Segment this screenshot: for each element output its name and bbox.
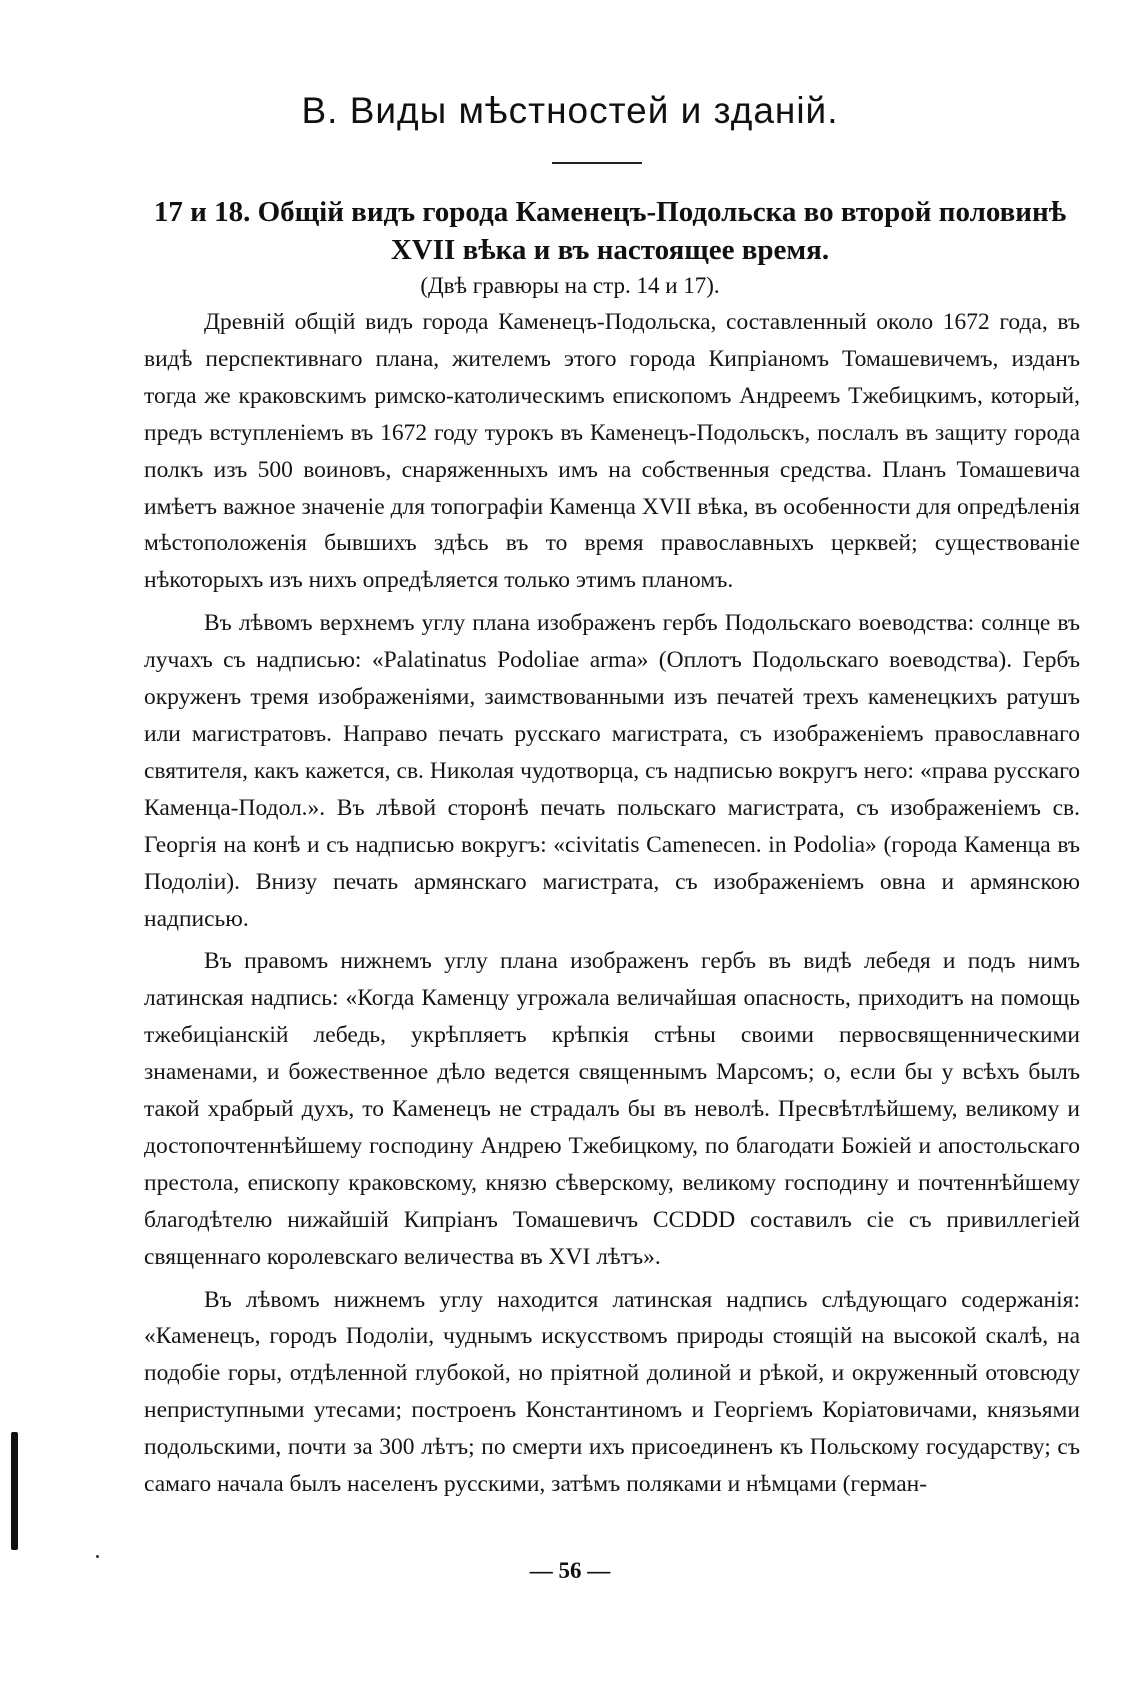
paragraph: Древній общій видъ города Каменецъ-Подольска, составленный около 1672 года, въ видѣ перспективнаго плана, жителемъ этого города Кипріаномъ Томашевичемъ, изданъ тогда же краковскимъ римско-католическимъ епископомъ Андреемъ Тжебицкимъ, который, предъ вступленіемъ въ 1672 году турокъ въ Каменецъ-Подольскъ, послалъ въ защиту города полкъ изъ 500 воиновъ, снаряженныхъ имъ на собственныя средства. Планъ Томашевича имѣетъ важное значеніе для топографіи Каменца XVII вѣка, въ особенности для опредѣленія мѣстоположенія бывшихъ здѣсь въ то время православныхъ церквей; существованіе нѣкоторыхъ изъ нихъ опредѣляется только этимъ планомъ. <box>144 309 1080 594</box>
article-title: 17 и 18. Общій видъ города Каменецъ-Подольска во второй половинѣ XVII вѣка и въ настоящее время. <box>153 196 1067 266</box>
article-subtitle: (Двѣ гравюры на стр. 14 и 17). <box>420 273 720 298</box>
page-number: — 56 — <box>529 1558 611 1583</box>
article-body <box>144 304 1080 1503</box>
paragraph: Въ лѣвомъ нижнемъ углу находится латинская надпись слѣдующаго содержанія: «Каменецъ, городъ Подоліи, чуднымъ искусствомъ природы стоящій на высокой скалѣ, на подобіе горы, отдѣленной глубокой, но пріятной долиной и рѣкой, и окруженный отовсюду неприступными утесами; построенъ Константиномъ и Георгіемъ Коріатовичами, князьями подольскими, почти за 300 лѣтъ; по смерти ихъ присоединенъ къ Польскому государству; съ самаго начала былъ населенъ русскими, затѣмъ поляками и нѣмцами (герман- <box>144 1286 1080 1498</box>
paragraph: Въ правомъ нижнемъ углу плана изображенъ гербъ въ видѣ лебедя и подъ нимъ латинская надпись: «Когда Каменцу угрожала величайшая опасность, приходитъ на помощь тжебиціанскій лебедь, укрѣпляетъ крѣпкія стѣны своими первосвященническими знаменами, и божественное дѣло ведется священнымъ Марсомъ; о, если бы у всѣхъ былъ такой храбрый духъ, то Каменецъ не страдалъ бы въ неволѣ. Пресвѣтлѣйшему, великому и достопочтеннѣйшему господину Андрею Тжебицкому, по благодати Божіей и апостольскаго престола, епископу краковскому, князю сѣверскому, великому господину и почтеннѣйшему благодѣтелю нижайшій Кипріанъ Томашевичъ CCDDD составилъ сіе съ привиллегіей священнаго королевскаго величества въ XVI лѣтъ». <box>144 948 1080 1270</box>
section-heading: В. Виды мѣстностей и зданій. <box>301 90 839 131</box>
heading-rule <box>552 162 642 164</box>
scan-speck <box>96 1555 99 1558</box>
scan-edge-mark <box>11 1432 18 1550</box>
paragraph: Въ лѣвомъ верхнемъ углу плана изображенъ гербъ Подольскаго воеводства: солнце въ лучахъ съ надписью: «Palatinatus Podoliae arma» (Оплотъ Подольскаго воеводства). Гербъ окруженъ тремя изображеніями, заимствованными изъ печатей трехъ каменецкихъ ратушъ или магистратовъ. Направо печать русскаго магистрата, съ изображеніемъ православнаго святителя, какъ кажется, св. Николая чудотворца, съ надписью вокругъ него: «права русскаго Каменца-Подол.». Въ лѣвой сторонѣ печать польскаго магистрата, съ изображеніемъ св. Георгія на конѣ и съ надписью вокругъ: «civitatis Camenecen. in Podolia» (города Каменца въ Подоліи). Внизу печать армянскаго магистрата, съ изображеніемъ овна и армянскою надписью. <box>144 610 1080 932</box>
